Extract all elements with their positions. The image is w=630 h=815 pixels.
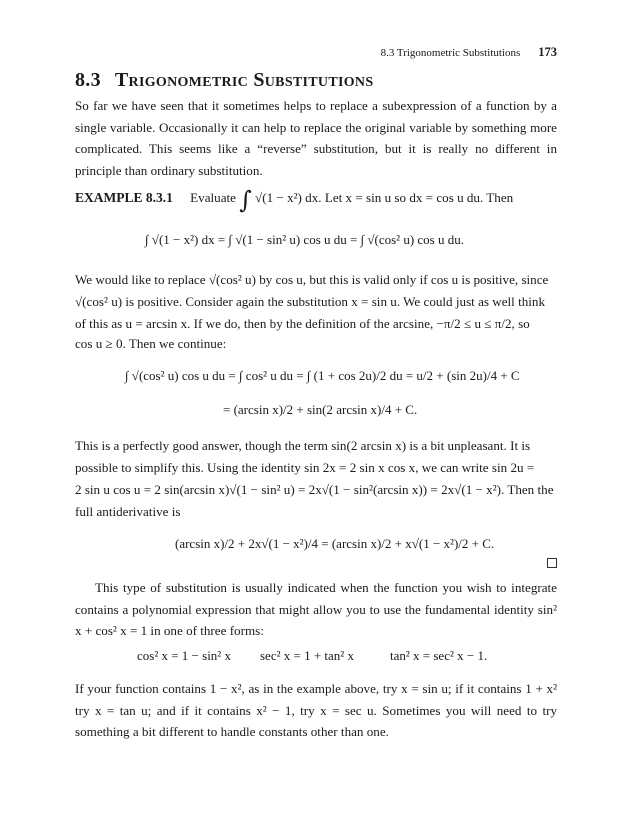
- para2-line1: We would like to replace √(cos² u) by cos u, but this is valid only if cos u is positive, since: [75, 272, 549, 287]
- equation-1: ∫ √(1 − x²) dx = ∫ √(1 − sin² u) cos u du = ∫ √(cos² u) cos u du.: [145, 232, 464, 247]
- page-number: 173: [538, 45, 557, 59]
- para2-line4: cos u ≥ 0. Then we continue:: [75, 336, 227, 351]
- para2-line2: √(cos² u) is positive. Consider again the substitution x = sin u. We could just as well think: [75, 294, 545, 309]
- example-integrand: √(1 − x²) dx: [255, 190, 319, 205]
- example-substitution: . Let x = sin u so dx = cos u du. Then: [318, 190, 514, 205]
- section-number: 8.3: [75, 69, 101, 91]
- page: [75, 0, 557, 815]
- intro-paragraph: So far we have seen that it sometimes helps to replace a subexpression of a function by a single variable. Occasionally it can help to replace the original variable by something more complicated. This seems like a “reverse” substitution, but it is really no different in principle than ordinary substitution.: [75, 98, 557, 178]
- section-title: [75, 69, 373, 92]
- para3-line3: 2 sin u cos u = 2 sin(arcsin x)√(1 − sin² u) = 2x√(1 − sin²(arcsin x)) = 2x√(1 − x²). Then the: [75, 482, 554, 497]
- running-head: [381, 45, 557, 60]
- identity-2: sec² x = 1 + tan² x: [260, 648, 354, 663]
- equation-2a: ∫ √(cos² u) cos u du = ∫ cos² u du = ∫ (1 + cos 2u)/2 du = u/2 + (sin 2u)/4 + C: [125, 368, 520, 383]
- paragraph-5: If your function contains 1 − x², as in the example above, try x = sin u; if it contains 1 + x² try x = tan u; and if it contains x² − 1, try x = sec u. Sometimes you will need to try something a bit different to handle constants other than one.: [75, 681, 557, 739]
- identity-1: cos² x = 1 − sin² x: [137, 648, 231, 663]
- section-title-text: Trigonometric Substitutions: [114, 69, 374, 91]
- integral-sign-icon: ∫: [239, 186, 252, 214]
- para2-line3: of this as u = arcsin x. If we do, then by the definition of the arcsine, −π/2 ≤ u ≤ π/2, so: [75, 316, 530, 331]
- para3-line4: full antiderivative is: [75, 504, 181, 519]
- paragraph-4: This type of substitution is usually indicated when the function you wish to integrate contains a polynomial expression that might allow you to use the fundamental identity sin² x + cos² x = 1 in one of three forms:: [75, 580, 557, 638]
- end-of-proof-icon: [547, 558, 557, 568]
- example-label: EXAMPLE 8.3.1: [75, 190, 173, 205]
- example-heading-line: [75, 186, 557, 214]
- running-head-section: 8.3 Trigonometric Substitutions: [380, 47, 521, 59]
- identity-3: tan² x = sec² x − 1.: [390, 648, 488, 663]
- equation-2b: = (arcsin x)/2 + sin(2 arcsin x)/4 + C.: [223, 402, 418, 417]
- example-evaluate: Evaluate: [190, 190, 236, 205]
- para3-line1: This is a perfectly good answer, though the term sin(2 arcsin x) is a bit unpleasant. It is: [75, 438, 531, 453]
- para3-line2: possible to simplify this. Using the identity sin 2x = 2 sin x cos x, we can write sin 2u =: [75, 460, 535, 475]
- equation-3: (arcsin x)/2 + 2x√(1 − x²)/4 = (arcsin x)/2 + x√(1 − x²)/2 + C.: [175, 536, 495, 551]
